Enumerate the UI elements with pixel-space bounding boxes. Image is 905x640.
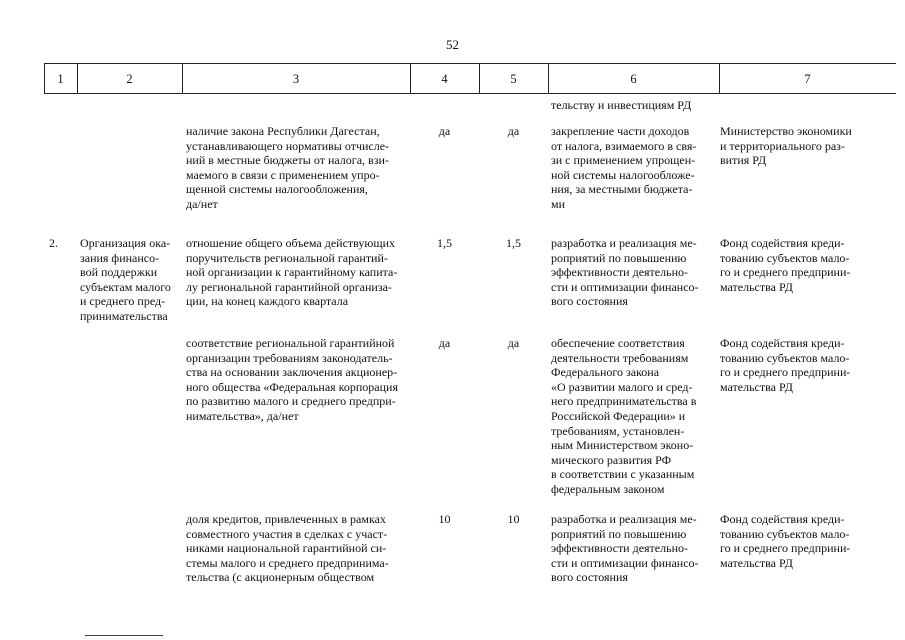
text-line: лу региональной гарантийной организа- [186, 279, 392, 294]
text-line: ми [551, 196, 566, 211]
text-line: закрепление части доходов [551, 124, 690, 138]
text-line: обеспечение соответствия [551, 336, 685, 350]
value-col5: 10 [507, 512, 520, 526]
text-line: в соответствии с указанным [551, 467, 695, 482]
text-line: мического развития РФ [551, 452, 672, 467]
text-line: нимательства», да/нет [186, 408, 299, 423]
text-line: «О развитии малого и сред- [551, 379, 693, 394]
text-line: Российской Федерации» и [551, 408, 686, 423]
text-line: и среднего пред- [80, 294, 166, 309]
value-col4: да [438, 336, 451, 350]
text-line: вого состояния [551, 570, 628, 585]
text-line: тованию субъектов мало- [720, 350, 850, 365]
value-col4: да [438, 124, 451, 138]
text-line: зи с применением упрощен- [551, 153, 696, 168]
text-line: эффективности деятельно- [551, 265, 689, 280]
page-number: 52 [446, 37, 459, 52]
value-col5: да [507, 336, 520, 350]
text-line: го и среднего предприни- [720, 365, 851, 380]
text-line: сти и оптимизации финансо- [551, 555, 699, 570]
responsible-cell [720, 512, 867, 570]
header-col-2: 2 [126, 72, 133, 86]
row-number: 2. [49, 236, 58, 250]
header-col-4: 4 [441, 72, 448, 86]
header-bottom-rule [44, 93, 896, 94]
scan-artifact-line [85, 635, 163, 636]
text-line: устанавливающего нормативы отчисле- [186, 138, 390, 153]
text-line: Министерство экономики [720, 124, 852, 138]
value-col5: 1,5 [506, 236, 521, 250]
text-line: разработка и реализация ме- [551, 236, 697, 250]
indicator-cell [186, 336, 408, 424]
indicator-cell [186, 236, 408, 309]
text-line: тованию субъектов мало- [720, 250, 850, 265]
text-line: отношение общего объема действующих [186, 236, 396, 250]
text-line: да/нет [186, 196, 218, 211]
indicator-cell [186, 512, 408, 585]
text-line: щенной системы налогообложения, [186, 182, 368, 197]
text-line: ным Министерством эконо- [551, 438, 694, 453]
measure-cell [551, 512, 716, 585]
text-line: мательства РД [720, 555, 793, 570]
text-line: ния, за местными бюджета- [551, 182, 693, 197]
header-top-rule [44, 63, 896, 64]
text-line: организации требованиям законодатель- [186, 350, 393, 365]
text-line: разработка и реализация ме- [551, 512, 697, 526]
text-line: Федерального закона [551, 365, 660, 380]
text-line: принимательства [80, 308, 168, 323]
text-line: наличие закона Республики Дагестан, [186, 124, 380, 138]
header-col-3: 3 [292, 72, 300, 86]
text-line: по развитию малого и среднего предпри- [186, 394, 396, 409]
text-line: эффективности деятельно- [551, 541, 689, 556]
measure-cell [551, 336, 716, 497]
text-line: доля кредитов, привлеченных в рамках [186, 512, 386, 526]
header-col-1: 1 [57, 72, 64, 86]
text-line: роприятий по повышению [551, 250, 687, 265]
value-col5: да [507, 124, 520, 138]
name-cell [80, 236, 179, 324]
text-line: ной организации к гарантийному капита- [186, 265, 398, 280]
text-line: вития РД [720, 153, 767, 168]
text-line: ции, на конец каждого квартала [186, 294, 349, 309]
text-line: от налога, взимаемого в свя- [551, 138, 697, 153]
text-line: го и среднего предприни- [720, 541, 851, 556]
text-line: деятельности требованиям [551, 350, 689, 365]
text-line: стемы малого и среднего предпринима- [186, 555, 389, 570]
text-line: никами национальной гарантийной си- [186, 541, 387, 556]
text-line: Фонд содействия креди- [720, 512, 845, 526]
text-line: федеральным законом [551, 481, 665, 496]
value-col4: 1,5 [437, 236, 452, 250]
measure-cell [551, 236, 716, 309]
continuation-text: тельству и инвестициям РД [551, 98, 692, 112]
value-col4: 10 [438, 512, 451, 526]
responsible-cell [720, 236, 867, 294]
text-line: ний в местные бюджеты от налога, взи- [186, 153, 389, 168]
header-col-7: 7 [804, 72, 811, 86]
text-line: сти и оптимизации финансо- [551, 279, 699, 294]
text-line: ства на основании заключения акционер- [186, 365, 398, 380]
text-line: ного общества «Федеральная корпорация [186, 379, 398, 394]
responsible-cell [720, 336, 867, 394]
header-col-5: 5 [510, 72, 517, 86]
text-line: го и среднего предприни- [720, 265, 851, 280]
text-line: тельства (с акционерным обществом [186, 570, 375, 585]
text-line: мательства РД [720, 379, 793, 394]
text-line: него предпринимательства в [551, 394, 697, 409]
text-line: и территориального раз- [720, 138, 845, 153]
text-line: вого состояния [551, 294, 628, 309]
text-line: Фонд содействия креди- [720, 336, 845, 350]
text-line: соответствие региональной гарантийной [186, 336, 395, 350]
header-col-6: 6 [630, 72, 637, 86]
text-line: роприятий по повышению [551, 526, 687, 541]
responsible-cell [720, 124, 867, 168]
text-line: зания финансо- [80, 250, 160, 265]
text-line: Организация ока- [80, 236, 171, 250]
text-line: ной системы налогообложе- [551, 167, 695, 182]
text-line: Фонд содействия креди- [720, 236, 845, 250]
indicator-cell [186, 124, 408, 212]
measure-cell [551, 124, 716, 212]
text-line: мательства РД [720, 279, 793, 294]
text-line: маемого в связи с применением упро- [186, 167, 380, 182]
text-line: поручительств региональной гарантий- [186, 250, 388, 265]
text-line: совместного участия в сделках с участ- [186, 526, 388, 541]
text-line: требованиям, установлен- [551, 423, 685, 438]
text-line: вой поддержки [80, 265, 158, 280]
text-line: тованию субъектов мало- [720, 526, 850, 541]
text-line: субъектам малого [80, 279, 171, 294]
